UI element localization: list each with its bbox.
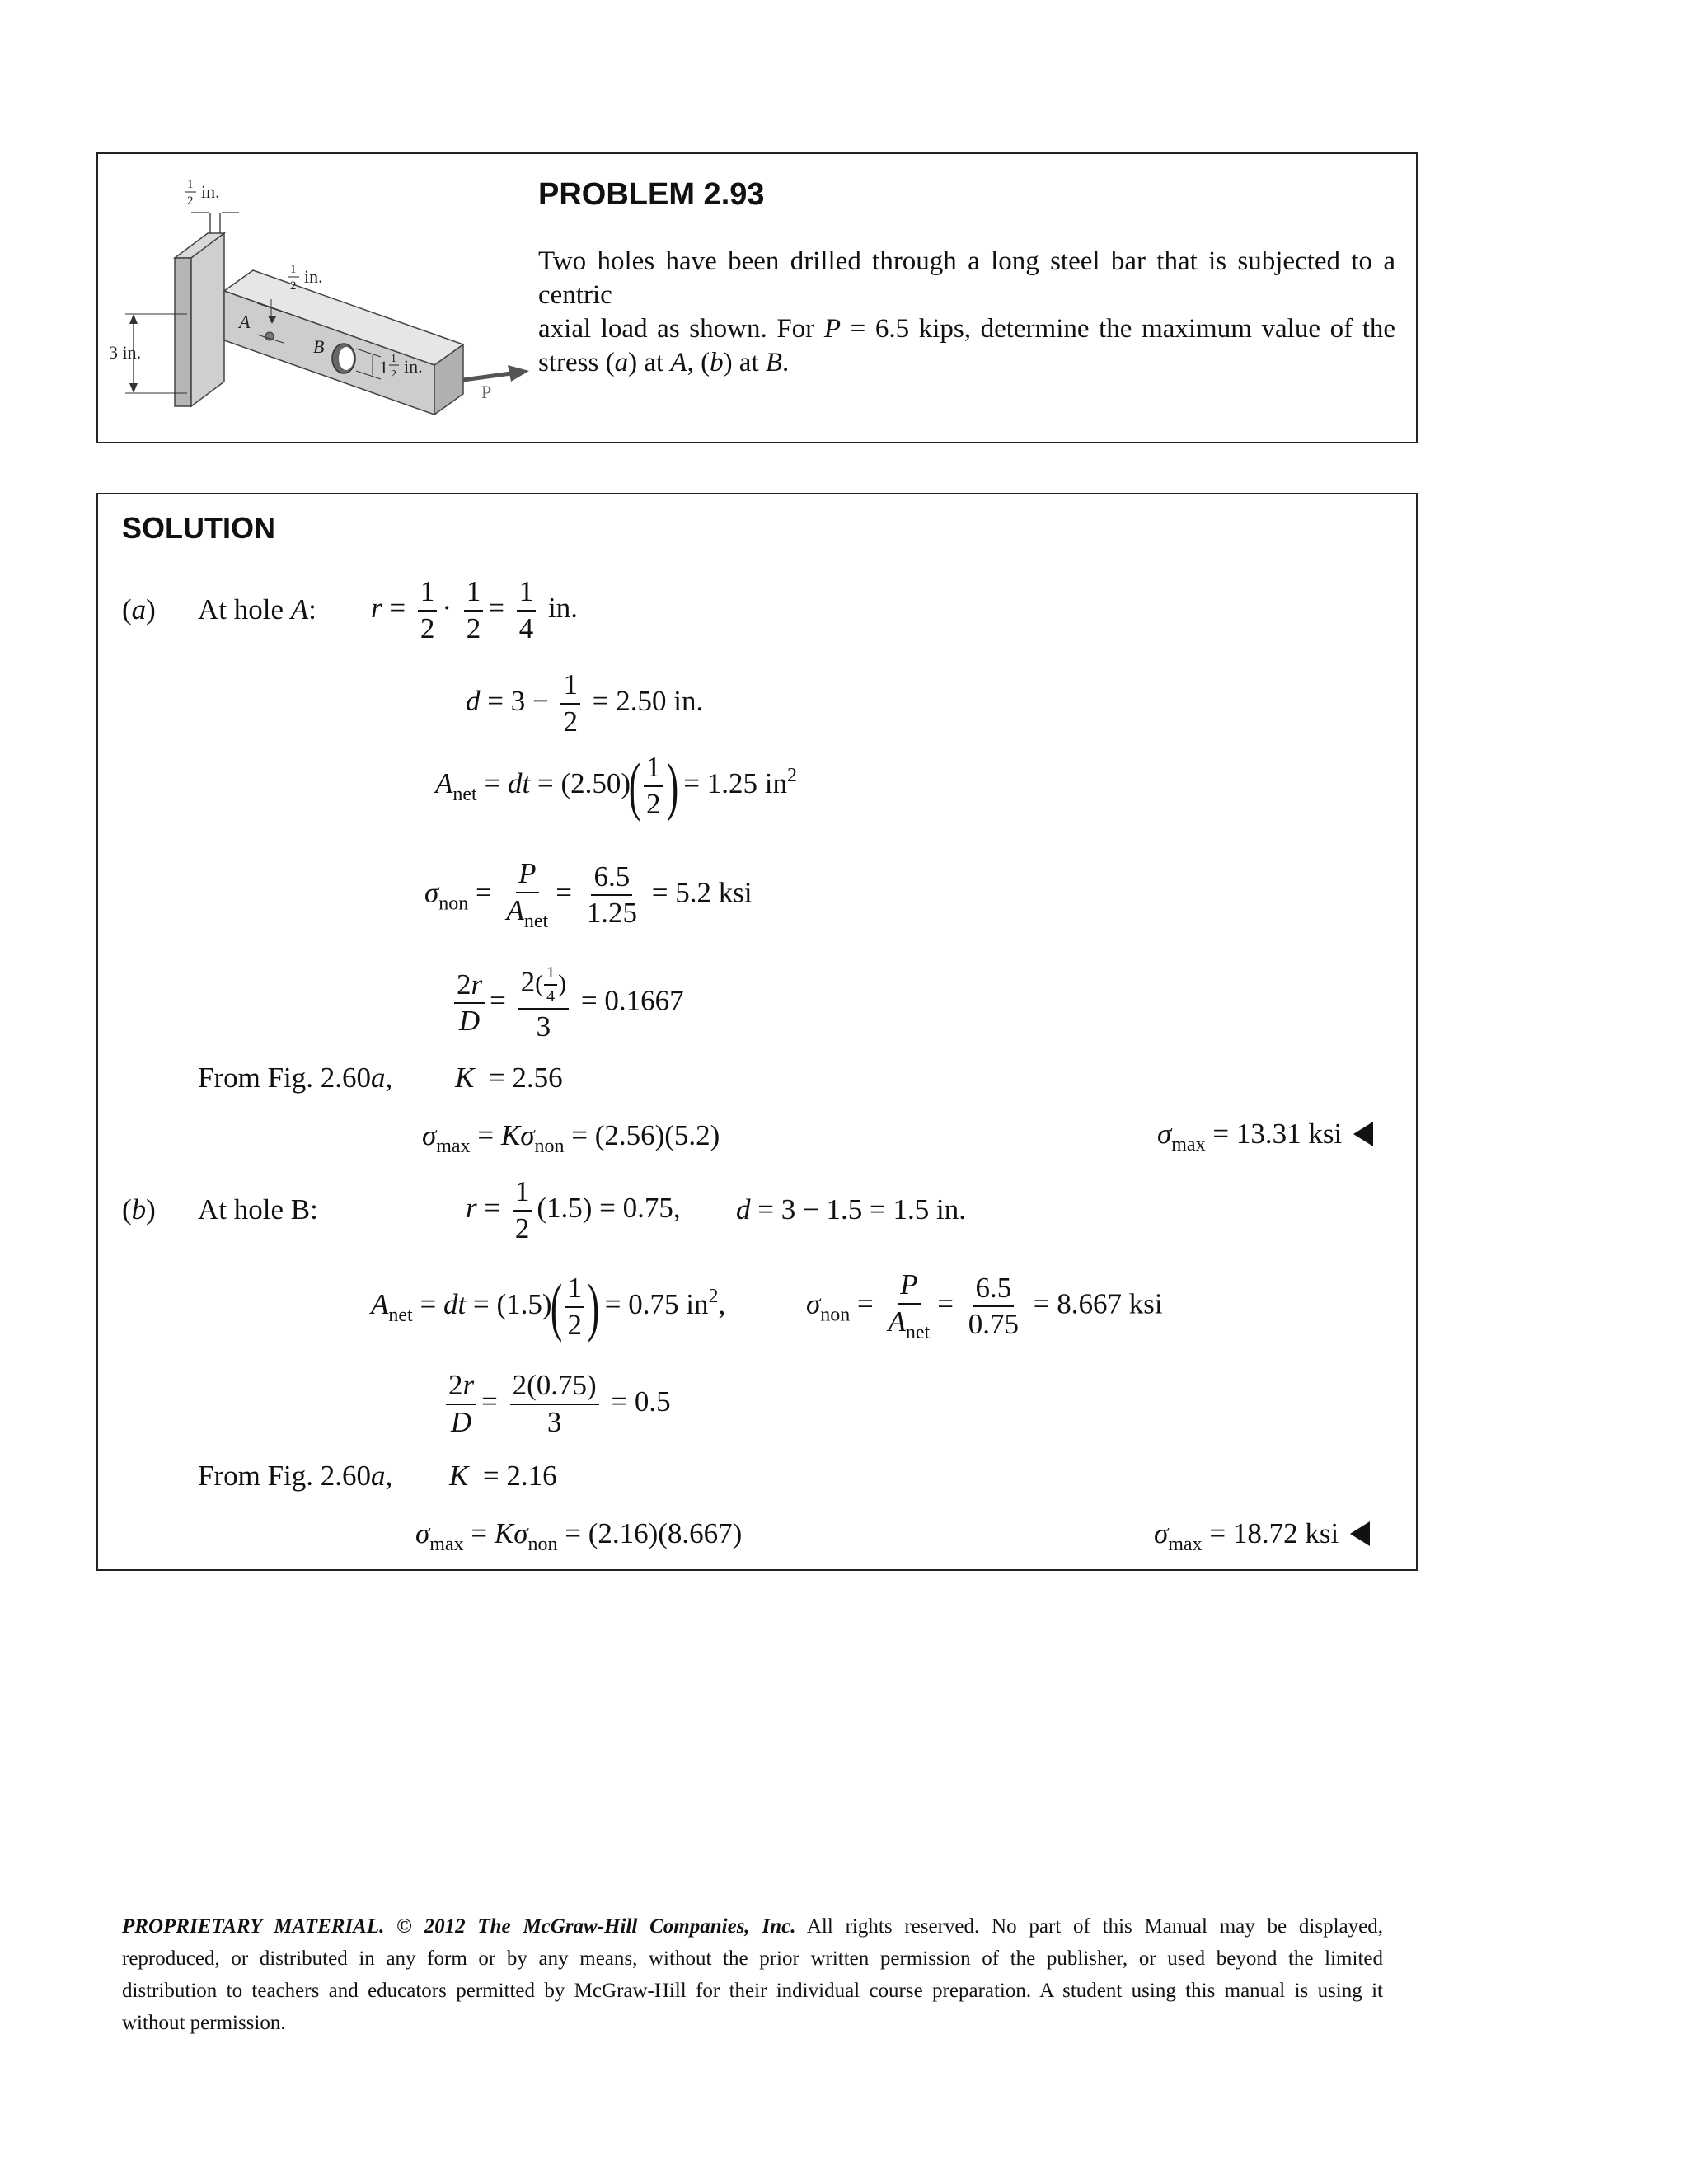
eq-a-sigma-non: $\sigma_{non}$ = $\frac{P}{A_{net}}$ = $\frac{6.5}{1.25}$ = 5.2 ksi xyxy=(424,857,753,932)
statement-line-2: axial load as shown. For P = 6.5 kips, determine the maximum value of the xyxy=(538,314,1396,344)
eq-b-ratio: $\frac{2r}{D}$ = $\frac{2(0.75)}{3}$ = 0.5 xyxy=(441,1371,671,1438)
footer-line-2: reproduced, or distributed in any form or by any means, without the prior written permission of the publisher, or used beyond the limited xyxy=(122,1947,1383,1970)
dim-mid-den: 2 xyxy=(290,279,297,293)
at-hole-b: At hole B: xyxy=(198,1193,318,1226)
solution-heading: SOLUTION xyxy=(122,511,275,545)
footer-line-4: without permission. xyxy=(122,2012,286,2034)
dim-top-den: 2 xyxy=(187,194,194,208)
answer-b: $\sigma_{max} = 18.72$ ksi xyxy=(1154,1519,1370,1554)
eq-a-anet: $A_{net}$ = dt = (2.50)( $\frac{1}{2}$ ) = 1.25 $in^2$ xyxy=(435,749,797,822)
footer-line-3: distribution to teachers and educators permitted by McGraw-Hill for their individual course preparation. A student using this manual is using it xyxy=(122,1980,1383,2002)
part-a-label: (a) xyxy=(122,593,156,626)
dim-mid-num: 1 xyxy=(290,263,297,276)
dim-top-label: in. xyxy=(201,181,220,202)
eq-a-sigma-max: $\sigma_{max} = K\sigma_{non} = (2.56)(5.2)$ xyxy=(422,1119,720,1157)
eq-b-anet: $A_{net}$ = dt = (1.5)( $\frac{1}{2}$ ) = 0.75 $in^2$, xyxy=(371,1270,726,1343)
eq-b-K: K = 2.16 xyxy=(449,1460,557,1492)
statement-line-3: stress (a) at A, (b) at B. xyxy=(538,348,790,377)
solution-box xyxy=(96,493,1418,1571)
eq-a-K: K = 2.56 xyxy=(455,1062,563,1094)
at-hole-a: At hole A: xyxy=(198,593,316,626)
part-b-label: (b) xyxy=(122,1193,156,1226)
statement-line-1: Two holes have been drilled through a long steel bar that is subjected to a centric xyxy=(538,246,1395,310)
problem-title: PROBLEM 2.93 xyxy=(538,177,765,212)
label-P: P xyxy=(481,382,492,402)
answer-a: $\sigma_{max} = 13.31$ ksi xyxy=(1157,1119,1373,1155)
eq-b-sigma-max: $\sigma_{max} = K\sigma_{non} = (2.16)(8.667)$ xyxy=(415,1517,743,1555)
from-fig-b: From Fig. 2.60a, xyxy=(198,1460,393,1492)
footer-notice xyxy=(122,1910,1383,2039)
eq-a-ratio: $\frac{2r}{D}$ = 2( $\frac{1}{4}$ ) 3 = 0.1667 xyxy=(449,964,684,1043)
eq-a-r: r = $\frac{1}{2}$ · $\frac{1}{2}$ = $\frac{1}{4}$ in. xyxy=(371,575,579,644)
problem-statement xyxy=(538,245,1395,380)
footer-line-1: PROPRIETARY MATERIAL. © 2012 The McGraw-Hill Companies, Inc. All rights reserved. No part of this Manual may be displayed, xyxy=(122,1915,1383,1938)
from-fig-a: From Fig. 2.60a, xyxy=(198,1062,393,1094)
eq-b-d: d = 3 − 1.5 = 1.5 in. xyxy=(736,1193,966,1226)
label-B: B xyxy=(313,336,325,357)
bar-figure xyxy=(109,167,537,431)
eq-a-d: d = 3 − $\frac{1}{2}$ = 2.50 in. xyxy=(466,668,704,738)
dim-hole-den: 2 xyxy=(391,368,396,381)
answer-marker-icon xyxy=(1350,1521,1370,1546)
eq-b-sigma-non: $\sigma_{non}$ = $\frac{P}{A_{net}}$ = $\frac{6.5}{0.75}$ = 8.667 ksi xyxy=(806,1268,1163,1343)
eq-b-r: r = $\frac{1}{2}$ (1.5) = 0.75, xyxy=(466,1175,681,1244)
dim-hole-whole: 1 xyxy=(379,357,388,377)
dim-hole-num: 1 xyxy=(391,353,396,365)
dim-side-label: 3 in. xyxy=(109,342,142,363)
dim-hole-label: in. xyxy=(404,356,423,377)
dim-mid-label: in. xyxy=(304,266,323,287)
label-A: A xyxy=(239,312,251,332)
dim-top-num: 1 xyxy=(187,178,194,191)
answer-marker-icon xyxy=(1353,1122,1373,1146)
problem-box xyxy=(96,152,1418,443)
